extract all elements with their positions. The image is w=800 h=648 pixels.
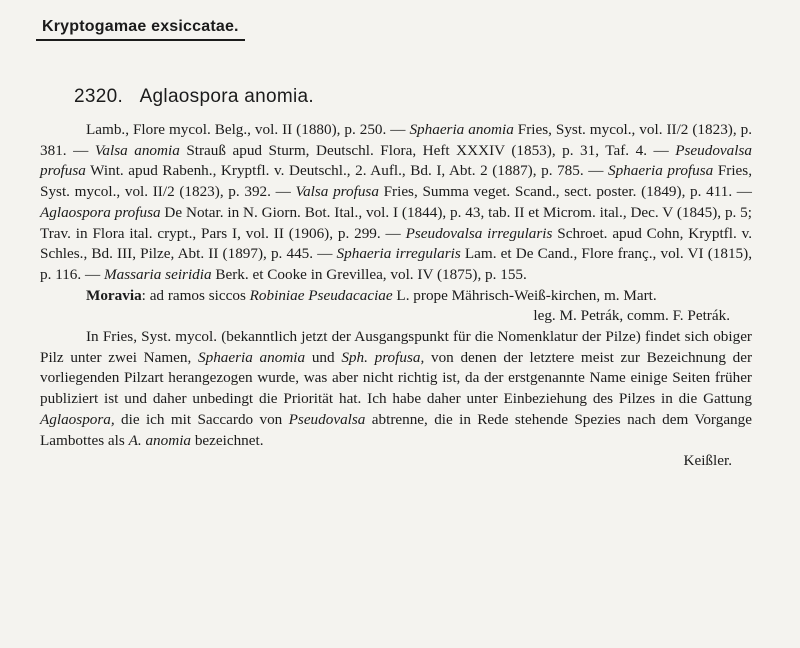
- synonymy-run: Wint. apud Rabenh., Kryptfl. v. Deutschl., 2. Aufl., Bd. I, Abt. 2 (1887), p. 785. —: [85, 162, 608, 180]
- synonymy-run: Fries, Summa veget. Scand., sect. poster. (1849), p. 411. —: [378, 183, 752, 201]
- synonymy-run: Sphaeria profusa: [607, 162, 714, 180]
- synonymy-run: Valsa profusa: [295, 183, 379, 201]
- note-run: Pseudovalsa: [288, 410, 366, 428]
- locality-text: [86, 287, 657, 304]
- synonymy-run: Berk. et Cooke in Grevillea, vol. IV (1875), p. 155.: [211, 265, 527, 283]
- note-run: abtrenne, die in Rede stehende Spezies nach dem Vorgange Lambottes als: [40, 410, 752, 449]
- synonymy-run: Sphaeria anomia: [409, 121, 514, 138]
- synonymy-run: Aglaospora profusa: [40, 203, 161, 221]
- synonymy-run: Fries, Syst. mycol., vol. II/2 (1823), p. 392. —: [40, 162, 752, 201]
- entry-number: 2320.: [74, 86, 124, 107]
- note-paragraph: [40, 327, 752, 451]
- note-run: von denen der letztere meist zur Bezeichnung der vorliegenden Pilzart herangezogen wurde, was aber nicht richtig ist, da der erstgenannte Name einige Seiten früher publiziert ist und daher unbedingt die Priorität hat. Ich habe daher unter Einbeziehung des Pilzes in die Gattung: [40, 348, 753, 408]
- note-run: die ich mit Saccardo von: [114, 410, 289, 428]
- synonymy-run: Sphaeria irregularis: [336, 245, 461, 263]
- synonymy-run: Strauß apud Sturm, Deutschl. Flora, Heft XXXIV (1853), p. 31, Taf. 4. —: [179, 141, 676, 159]
- locality-run: : ad ramos siccos: [141, 286, 250, 304]
- note-run: bezeichnet.: [191, 431, 264, 449]
- synonymy-paragraph: [40, 120, 752, 286]
- synonymy-run: Pseudovalsa irregularis: [405, 224, 553, 242]
- synonymy-run: Pseudovalsa profusa: [40, 141, 752, 180]
- locality-paragraph: [40, 286, 752, 307]
- locality-run: L. prope Mährisch-Weiß-kirchen, m. Mart.: [392, 286, 657, 304]
- locality-run: Robiniae Pseudacaciae: [249, 286, 393, 304]
- note-run: Aglaospora,: [40, 410, 115, 428]
- species-name: Aglaospora anomia.: [139, 86, 314, 107]
- synonymy-run: Schroet. apud Cohn, Kryptfl. v. Schles., Bd. III, Pilze, Abt. II (1897), p. 445. —: [40, 224, 752, 263]
- synonymy-run: Lam. et De Cand., Flore franç., vol. VI (1815), p. 116. —: [40, 245, 752, 283]
- note-run: Sphaeria anomia: [198, 348, 306, 366]
- note-run: A. anomia: [128, 431, 192, 449]
- synonymy-run: Massaria seiridia: [103, 265, 212, 283]
- collection-header: Kryptogamae exsiccatae.: [36, 18, 245, 41]
- entry-title: [74, 86, 314, 108]
- note-run: und: [305, 348, 342, 366]
- note-run: Sph. profusa,: [341, 348, 425, 366]
- collector-line: [40, 306, 752, 327]
- entry-body: [40, 120, 752, 472]
- signature-line: [40, 451, 752, 472]
- synonymy-run: De Notar. in N. Giorn. Bot. Ital., vol. I (1844), p. 43, tab. II et Microm. ital., Dec. V (1845), p. 5; Trav. in Flora ital. crypt., Pars I, vol. II (1906), p. 299. —: [40, 203, 752, 242]
- locality-run: Moravia: [86, 286, 142, 304]
- synonymy-run: Lamb., Flore mycol. Belg., vol. II (1880), p. 250. —: [86, 121, 410, 138]
- synonymy-run: Valsa anomia: [94, 141, 180, 159]
- note-run: In Fries, Syst. mycol. (bekanntlich jetzt der Ausgangspunkt für die Nomenklatur der Pilze) findet sich obiger Pilz unter zwei Namen,: [40, 328, 752, 366]
- author-signature: Keißler.: [683, 452, 732, 470]
- synonymy-run: Fries, Syst. mycol., vol. II/2 (1823), p. 381. —: [40, 121, 752, 159]
- collector-text: leg. M. Petrák, comm. F. Petrák.: [533, 307, 730, 325]
